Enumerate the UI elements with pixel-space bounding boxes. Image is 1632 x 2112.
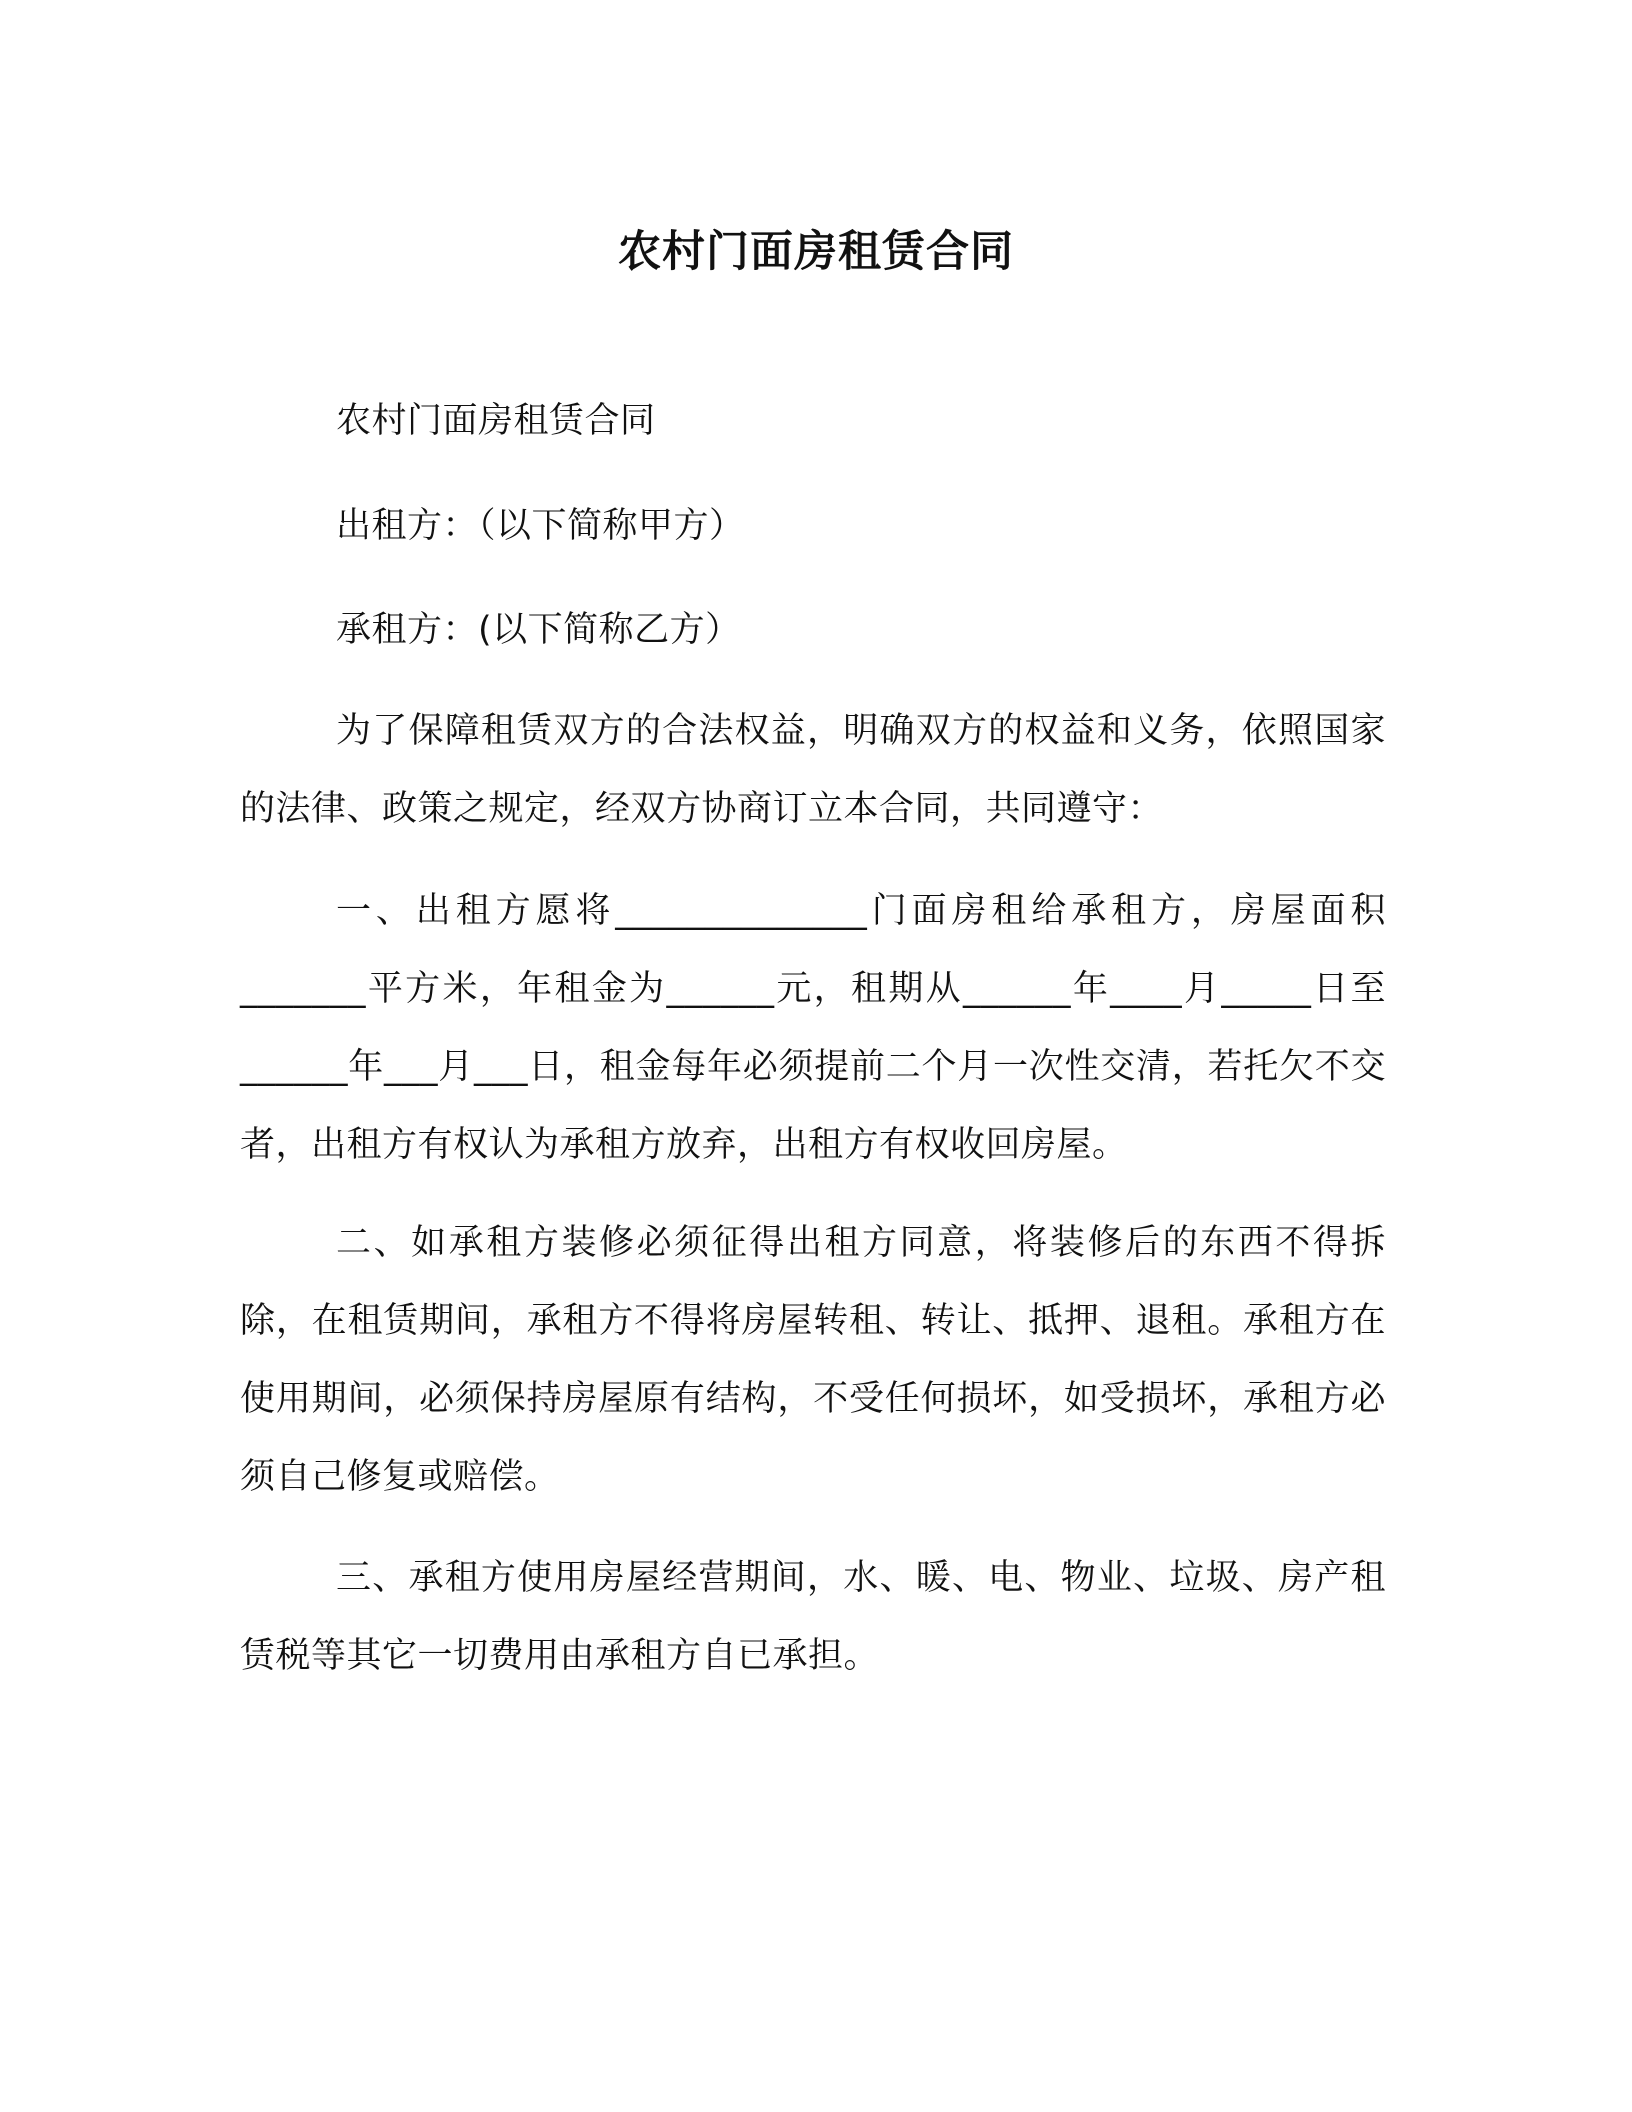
clause-1-paragraph: 一、出租方愿将______________门面房租给承租方，房屋面积_______平方米，年租金为______元，租期从______年____月_____日至______年___月___日，租金每年必须提前二个月一次性交清，若托欠不交者，出租方有权认为承租方放弃，出租方有权收回房屋。 xyxy=(240,891,1386,1165)
clause-2-paragraph: 二、如承租方装修必须征得出租方同意，将装修后的东西不得拆除，在租赁期间，承租方不得将房屋转租、转让、抵押、退租。承租方在使用期间，必须保持房屋原有结构，不受任何损坏，如受损坏，承租方必须自己修复或赔偿。 xyxy=(240,1223,1386,1497)
lessor-line: 出租方：（以下简称甲方） xyxy=(336,506,745,546)
document-title: 农村门面房租赁合同 xyxy=(618,227,1014,277)
lessee-line: 承租方：(以下简称乙方） xyxy=(336,610,741,650)
clause-3-paragraph: 三、承租方使用房屋经营期间，水、暖、电、物业、垃圾、房产租赁税等其它一切费用由承租方自已承担。 xyxy=(240,1558,1386,1676)
preamble-paragraph: 为了保障租赁双方的合法权益，明确双方的权益和义务，依照国家的法律、政策之规定，经双方协商订立本合同，共同遵守： xyxy=(240,711,1386,829)
document-subtitle: 农村门面房租赁合同 xyxy=(336,401,656,441)
